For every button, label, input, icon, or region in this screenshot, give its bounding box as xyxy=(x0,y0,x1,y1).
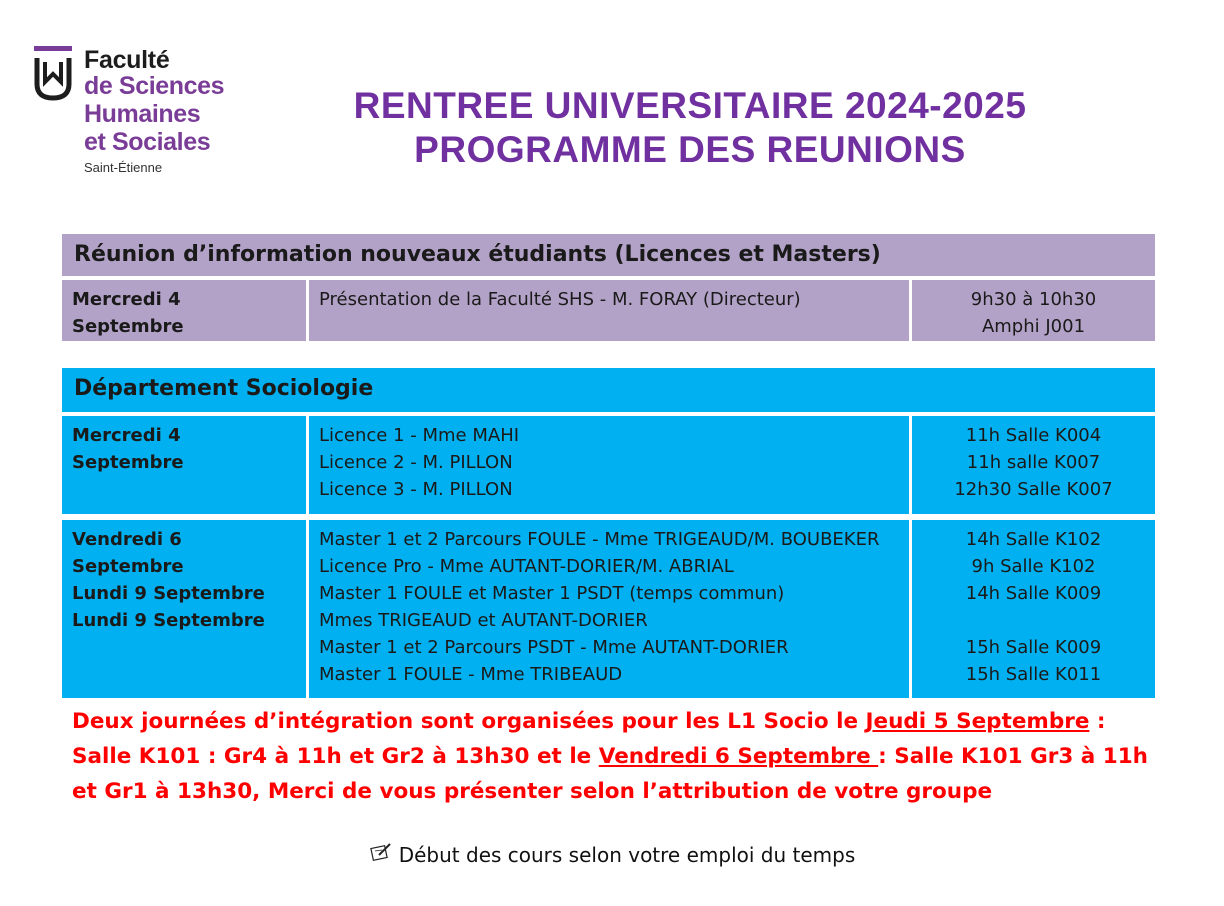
sociology-header: Département Sociologie xyxy=(62,368,1155,412)
day-text: Lundi 9 Septembre xyxy=(72,610,265,631)
footer-note xyxy=(0,842,1224,867)
notice-text: : Salle K101 : Gr4 à 11h et Gr2 à 13h30 et le xyxy=(72,709,1106,769)
day-text: Mercredi 4 Septembre xyxy=(72,289,184,337)
meeting-text: Présentation de la Faculté SHS - M. FORAY (Directeur) xyxy=(319,289,801,310)
time-text: 9h30 à 10h30 xyxy=(970,289,1097,310)
time-text: 9h Salle K102 xyxy=(971,556,1096,577)
table-row xyxy=(62,520,1155,698)
meeting-text: Licence Pro - Mme AUTANT-DORIER/M. ABRIAL xyxy=(319,556,734,577)
day-cell xyxy=(62,280,306,341)
room-text: Amphi J001 xyxy=(981,316,1086,337)
footer-text: Début des cours selon votre emploi du temps xyxy=(398,843,856,867)
title-line-1: RENTREE UNIVERSITAIRE 2024-2025 xyxy=(353,85,1027,126)
meeting-cell xyxy=(309,416,909,514)
meeting-text: Licence 2 - M. PILLON xyxy=(319,452,513,473)
page-title xyxy=(240,84,1140,172)
time-text xyxy=(922,607,1145,634)
notice-date-friday: Vendredi 6 Septembre xyxy=(598,744,879,769)
time-cell xyxy=(912,280,1155,341)
logo-line-faculte: Faculté xyxy=(84,46,170,74)
meeting-text: Master 1 et 2 Parcours FOULE - Mme TRIGEAUD/M. BOUBEKER xyxy=(319,529,880,550)
sociology-table xyxy=(62,368,1155,698)
meeting-text: Licence 1 - Mme MAHI xyxy=(319,425,520,446)
meeting-text: Master 1 FOULE et Master 1 PSDT (temps commun) xyxy=(319,583,785,604)
table-row xyxy=(62,280,1155,341)
time-cell xyxy=(912,520,1155,698)
title-line-2: PROGRAMME DES REUNIONS xyxy=(414,129,966,170)
meeting-text: Mmes TRIGEAUD et AUTANT-DORIER xyxy=(319,610,648,631)
notice-text: : Salle K101 Gr3 à 11h et Gr1 à 13h30, Merci de vous présenter selon l’attribution de votre groupe xyxy=(72,744,1148,804)
time-text: 11h salle K007 xyxy=(966,452,1101,473)
day-cell xyxy=(62,416,306,514)
logo-line-city: Saint-Étienne xyxy=(84,160,163,175)
logo-line-humaines: Humaines xyxy=(84,100,201,128)
info-meeting-header: Réunion d’information nouveaux étudiants (Licences et Masters) xyxy=(62,234,1155,276)
info-meeting-table xyxy=(62,234,1155,341)
pencil-note-icon xyxy=(369,842,393,867)
notice-date-thursday: Jeudi 5 Septembre xyxy=(865,709,1090,734)
meeting-text: Master 1 et 2 Parcours PSDT - Mme AUTANT-DORIER xyxy=(319,637,789,658)
time-text: 12h30 Salle K007 xyxy=(954,479,1113,500)
meeting-cell xyxy=(309,280,909,341)
day-cell xyxy=(62,520,306,698)
day-text: Mercredi 4 Septembre xyxy=(72,425,184,473)
meeting-text: Licence 3 - M. PILLON xyxy=(319,479,513,500)
logo-line-sociales: et Sociales xyxy=(84,128,211,156)
day-text: Lundi 9 Septembre xyxy=(72,583,265,604)
logo-line-sciences: de Sciences xyxy=(84,72,225,100)
table-row xyxy=(62,416,1155,514)
notice-text: Deux journées d’intégration sont organisées pour les L1 Socio le xyxy=(72,709,866,734)
meeting-text: Master 1 FOULE - Mme TRIBEAUD xyxy=(319,664,623,685)
time-text: 15h Salle K011 xyxy=(965,664,1102,685)
time-cell xyxy=(912,416,1155,514)
time-text: 15h Salle K009 xyxy=(965,637,1102,658)
time-text: 11h Salle K004 xyxy=(965,425,1102,446)
time-text: 14h Salle K102 xyxy=(965,529,1102,550)
integration-days-notice xyxy=(72,704,1152,809)
university-emblem-icon xyxy=(34,46,72,104)
faculty-logo xyxy=(34,46,264,180)
time-text: 14h Salle K009 xyxy=(965,583,1102,604)
day-text: Vendredi 6 Septembre xyxy=(72,529,184,577)
meeting-cell xyxy=(309,520,909,698)
